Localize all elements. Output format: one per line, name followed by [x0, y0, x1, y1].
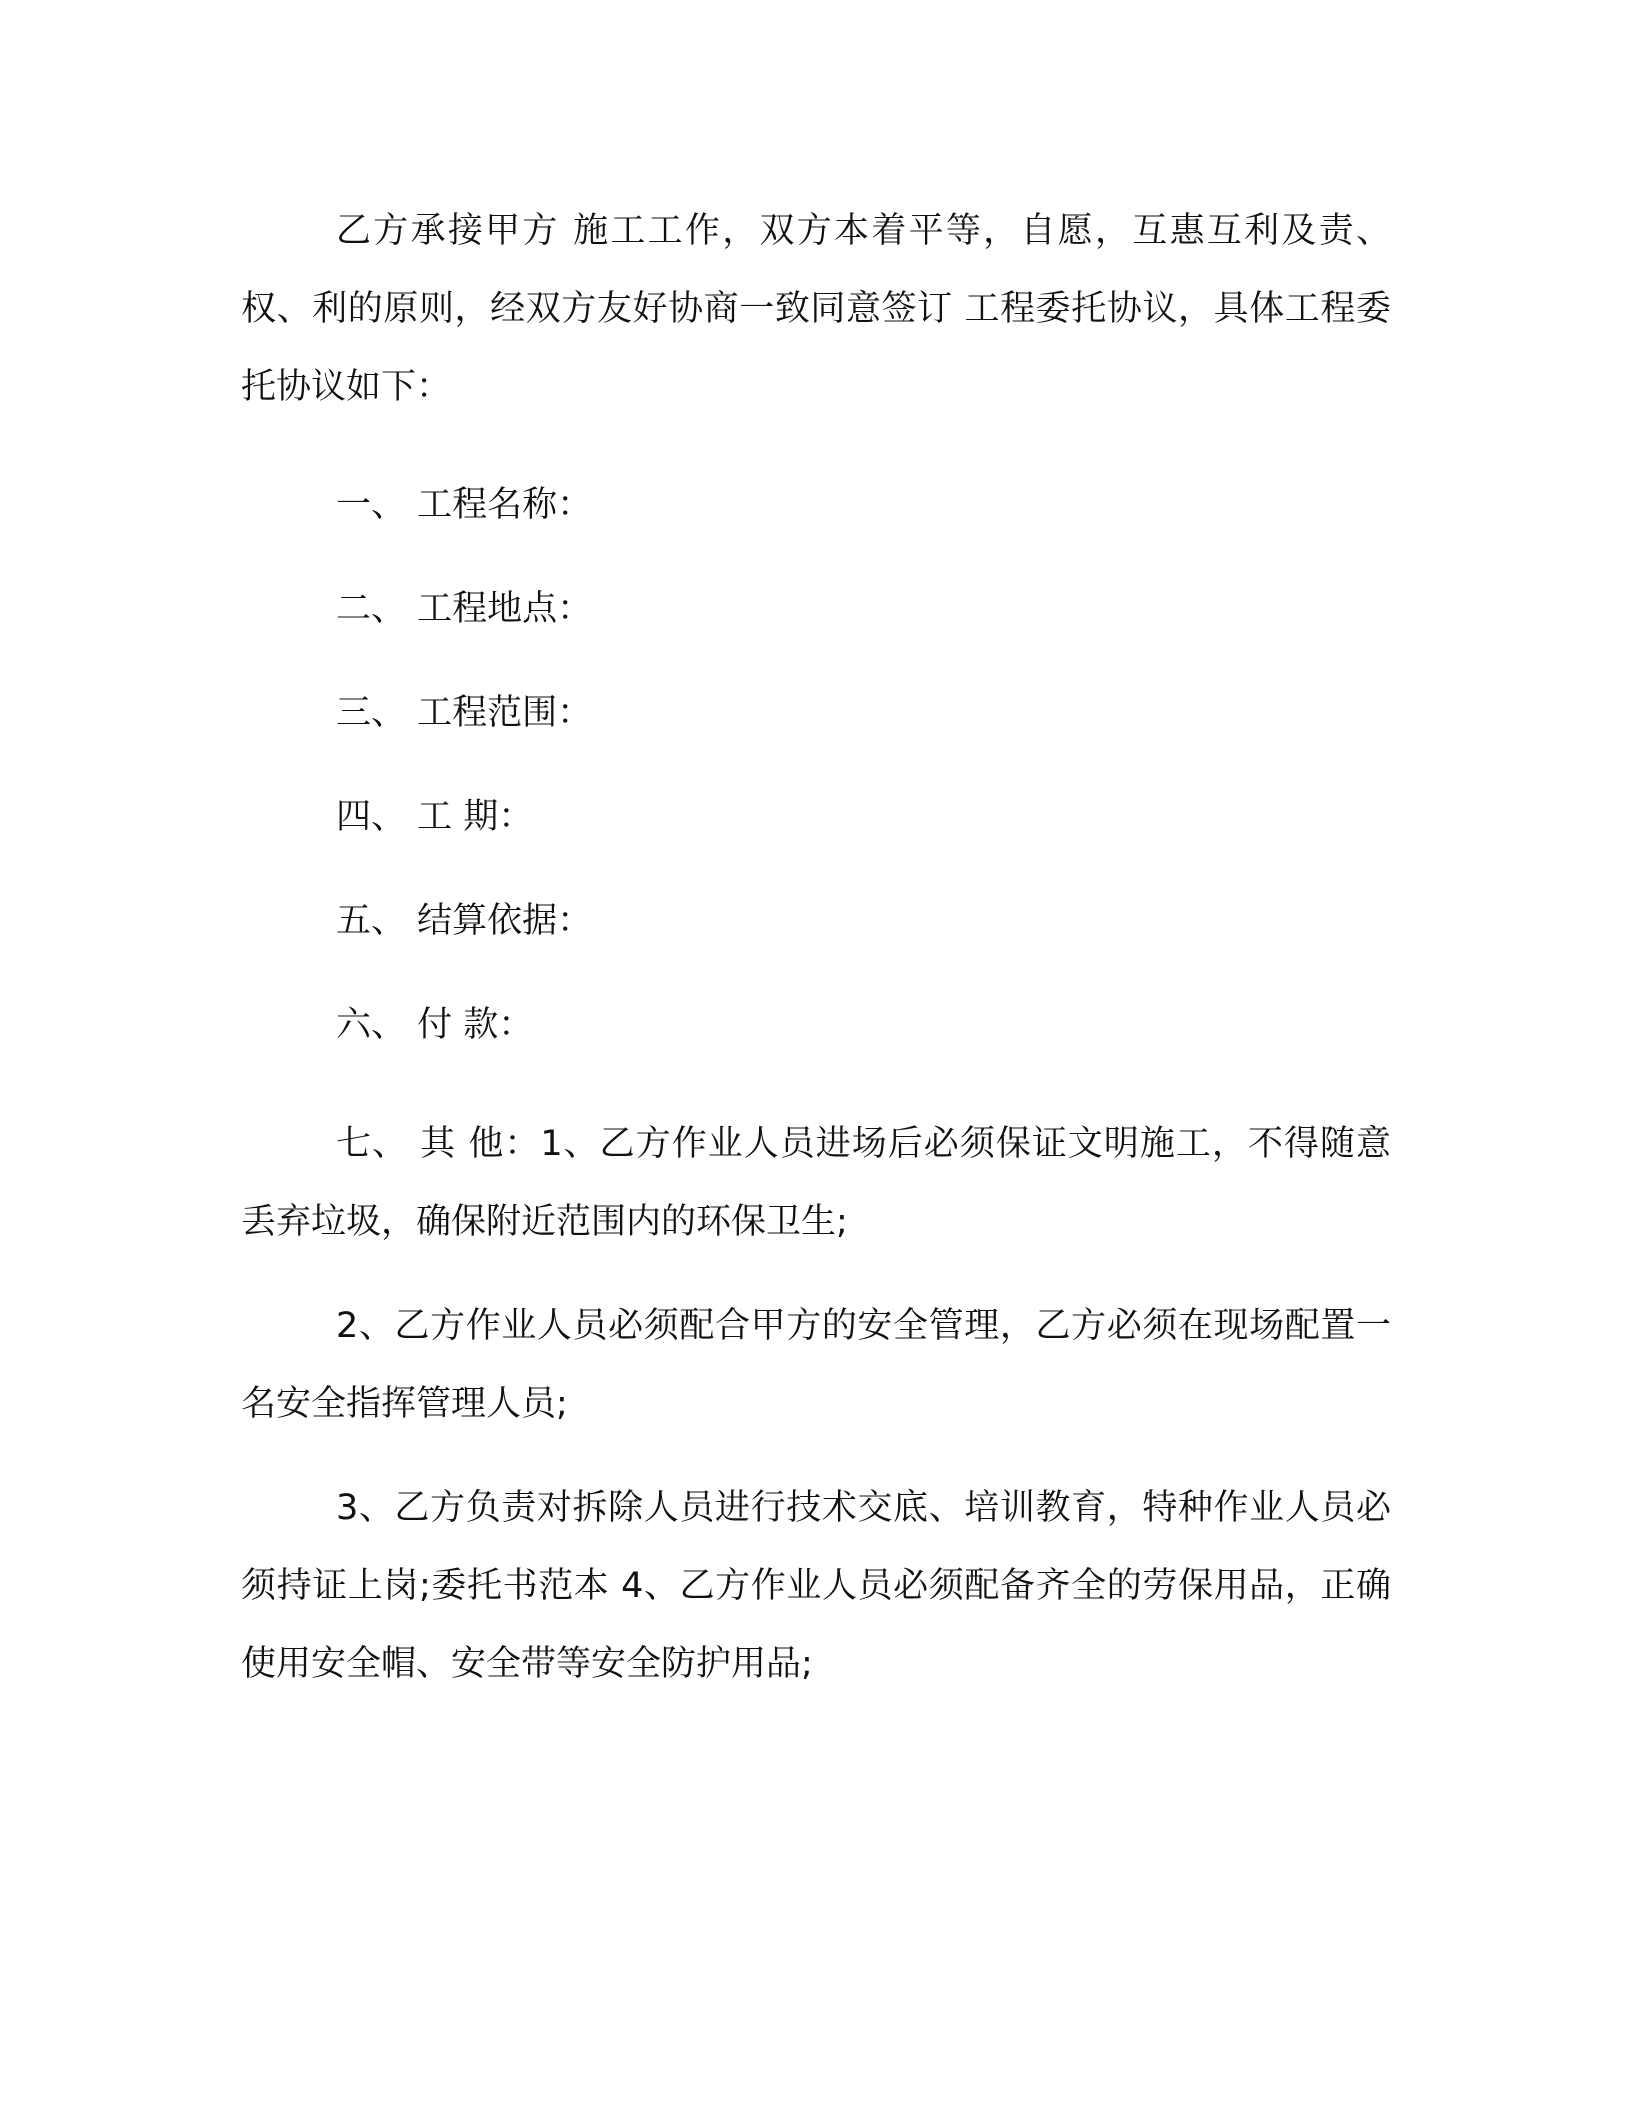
- clause-other-2: 2、乙方作业人员必须配合甲方的安全管理，乙方必须在现场配置一名安全指挥管理人员;: [241, 1306, 1391, 1424]
- clause-other-3: 3、乙方负责对拆除人员进行技术交底、培训教育，特种作业人员必须持证上岗;委托书范本 4、乙方作业人员必须配备齐全的劳保用品，正确使用安全帽、安全带等安全防护用品;: [241, 1488, 1391, 1684]
- clause-list: [241, 453, 1391, 1077]
- intro-paragraph: 乙方承接甲方 施工工作，双方本着平等，自愿，互惠互利及责、权、利的原则，经双方友好协商一致同意签订 工程委托协议，具体工程委托协议如下：: [241, 211, 1391, 407]
- clause-payment: 六、 付 款：: [336, 1005, 534, 1045]
- clause-settlement-basis: 五、 结算依据：: [336, 901, 593, 941]
- clause-duration: 四、 工 期：: [336, 797, 534, 837]
- clause-project-location: 二、 工程地点：: [336, 589, 593, 629]
- clause-other-1: 七、 其 他：1、乙方作业人员进场后必须保证文明施工，不得随意丢弃垃圾，确保附近范围内的环保卫生;: [241, 1124, 1391, 1242]
- clause-project-name: 一、 工程名称：: [336, 485, 593, 525]
- clause-project-scope: 三、 工程范围：: [336, 693, 593, 733]
- document-body: [241, 192, 1391, 1703]
